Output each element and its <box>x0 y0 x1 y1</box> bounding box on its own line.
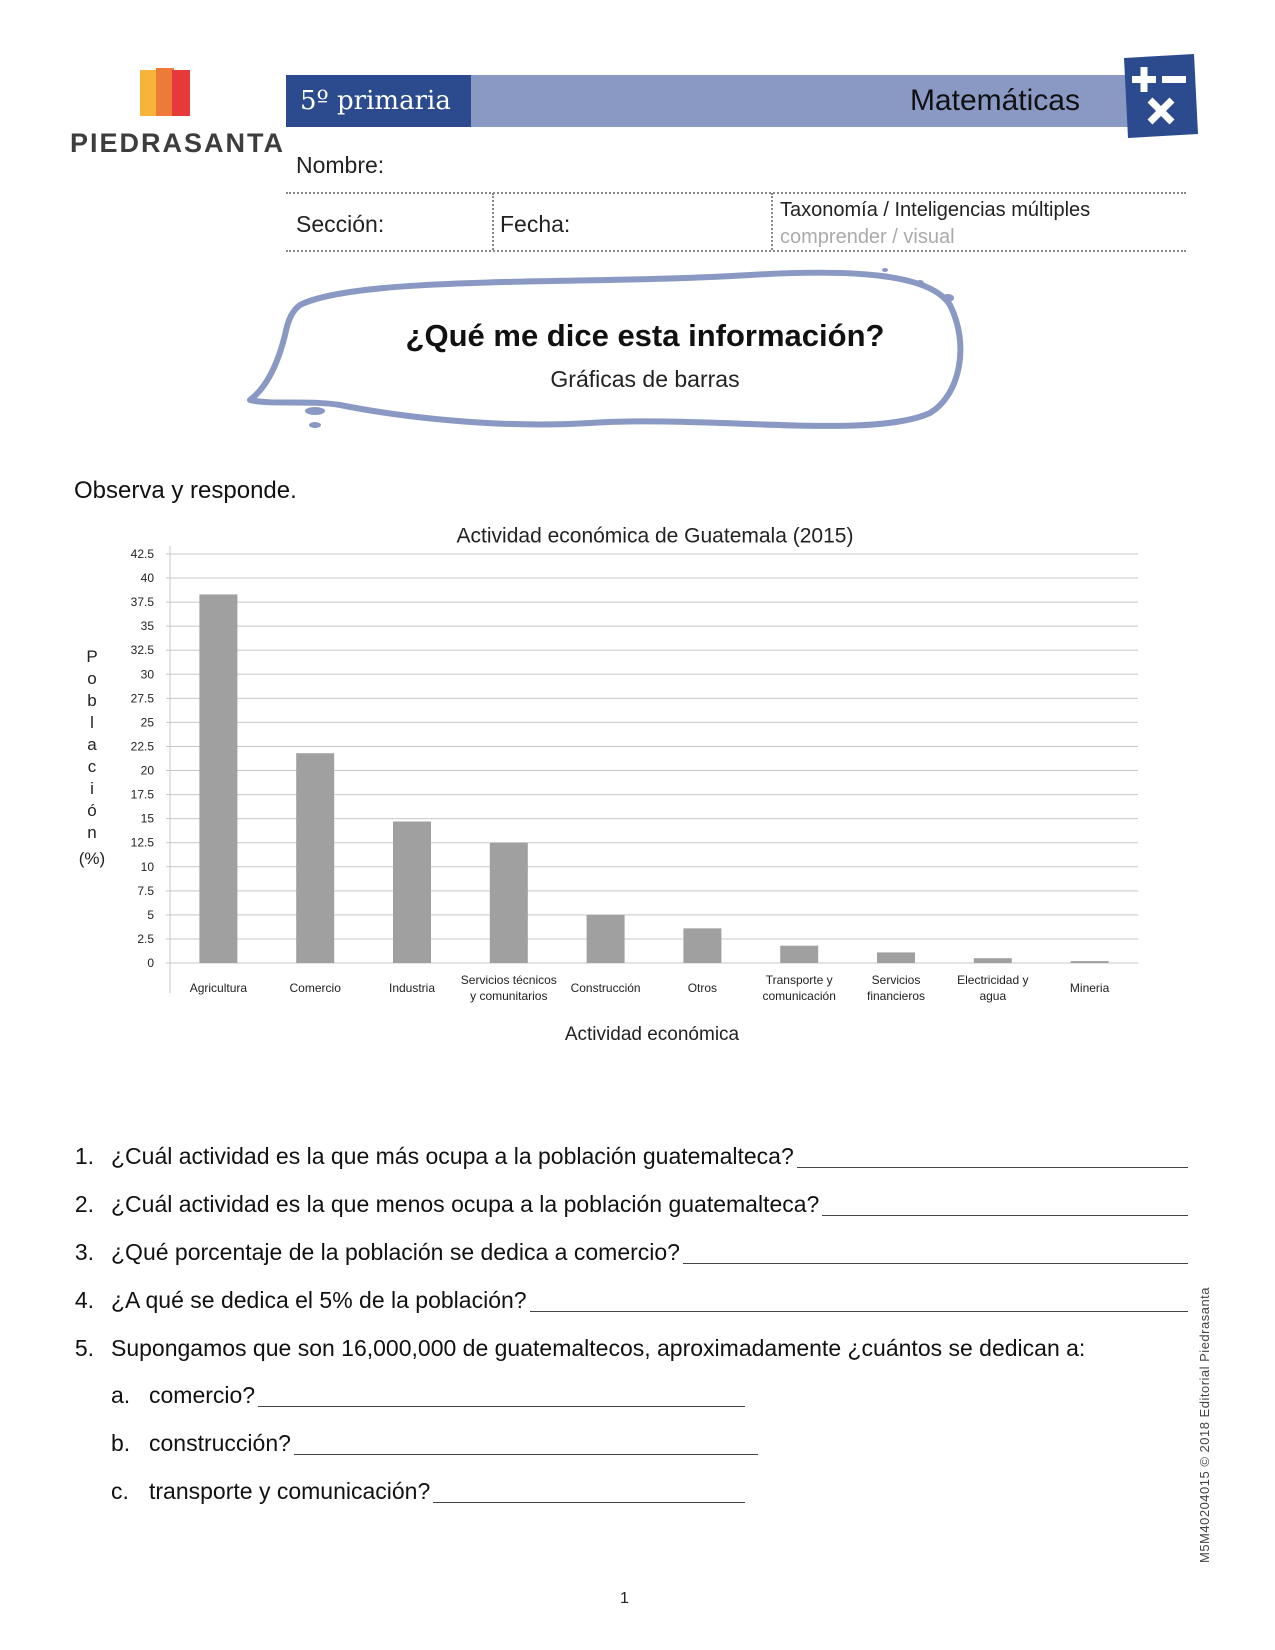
y-tick-label: 30 <box>140 667 154 682</box>
y-tick-label: 5 <box>147 907 154 922</box>
answer-line[interactable] <box>294 1454 758 1455</box>
divider <box>286 250 1186 252</box>
worksheet-title: ¿Qué me dice esta información? <box>405 318 885 353</box>
plus-minus-times-icon <box>1118 52 1200 142</box>
divider <box>286 192 1186 194</box>
y-tick-labels <box>131 547 155 970</box>
divider <box>492 193 494 250</box>
bar <box>780 946 818 963</box>
x-tick-label: Otros <box>687 981 718 995</box>
chart-bars <box>199 594 1108 963</box>
subquestion-item <box>0 1382 1275 1412</box>
y-tick-label: 0 <box>147 956 154 970</box>
subquestion-item <box>0 1478 1275 1508</box>
nombre-label: Nombre: <box>296 152 385 178</box>
question-text: ¿Qué porcentaje de la población se dedica a comercio? <box>111 1239 680 1265</box>
bar <box>490 843 528 963</box>
x-axis-label: Actividad económica <box>564 1024 740 1045</box>
bar <box>974 958 1012 963</box>
svg-text:(%): (%) <box>78 849 106 868</box>
svg-text:b: b <box>87 691 97 710</box>
svg-text:c: c <box>87 757 97 776</box>
question-text: ¿Cuál actividad es la que menos ocupa a la población guatemalteca? <box>111 1191 820 1217</box>
subquestion-letter: a. <box>111 1382 131 1408</box>
divider <box>771 193 773 250</box>
page-number: 1 <box>620 1590 629 1607</box>
bar <box>587 915 625 963</box>
y-tick-label: 27.5 <box>130 691 154 706</box>
y-tick-label: 15 <box>140 811 154 826</box>
y-tick-label: 17.5 <box>130 787 154 802</box>
fecha-label: Fecha: <box>500 211 571 237</box>
instruction-text: Observa y responde. <box>74 477 297 504</box>
bar <box>683 928 721 963</box>
answer-line[interactable] <box>258 1406 745 1407</box>
answer-line[interactable] <box>822 1215 1188 1216</box>
worksheet-subtitle: Gráficas de barras <box>550 366 740 392</box>
bar <box>393 822 431 963</box>
y-tick-label: 10 <box>140 859 154 874</box>
svg-text:i: i <box>90 779 94 798</box>
x-tick-label: Electricidad y agua <box>957 973 1029 1003</box>
x-tick-label: Servicios financieros <box>866 973 926 1003</box>
question-number: 2. <box>74 1191 94 1217</box>
subquestion-text: construcción? <box>149 1430 291 1456</box>
speech-bubble <box>230 265 1010 455</box>
y-tick-label: 40 <box>140 571 154 586</box>
y-tick-label: 12.5 <box>130 835 154 850</box>
answer-line[interactable] <box>683 1263 1188 1264</box>
y-axis-label <box>79 647 105 868</box>
y-tick-label: 42.5 <box>130 547 154 561</box>
question-item <box>0 1239 1275 1269</box>
x-tick-label: Industria <box>388 981 436 995</box>
x-tick-label: Servicios técnicos y comunitarios <box>460 973 557 1003</box>
x-tick-label: Agricultura <box>189 981 248 995</box>
bar <box>199 594 237 963</box>
subquestion-text: transporte y comunicación? <box>149 1478 431 1504</box>
taxonomy-label: Taxonomía / Inteligencias múltiples <box>780 199 1091 221</box>
x-tick-label: Comercio <box>289 981 341 995</box>
bar <box>1071 961 1109 963</box>
answer-line[interactable] <box>530 1311 1188 1312</box>
svg-text:l: l <box>90 713 94 732</box>
subquestion-letter: c. <box>111 1478 129 1504</box>
bar-chart <box>70 522 1210 1102</box>
subquestion-text: comercio? <box>149 1382 256 1408</box>
chart-title: Actividad económica de Guatemala (2015) <box>456 524 854 548</box>
subquestion-letter: b. <box>111 1430 131 1456</box>
x-tick-label: Transporte y comunicación <box>762 973 836 1003</box>
question-item <box>0 1335 1275 1365</box>
question-item <box>0 1143 1275 1173</box>
svg-text:o: o <box>87 669 97 688</box>
x-tick-label: Construcción <box>570 981 641 995</box>
question-number: 1. <box>74 1143 94 1169</box>
question-number: 5. <box>74 1335 94 1361</box>
copyright-note: M5M40204015 © 2018 Editorial Piedrasanta <box>1197 1286 1212 1563</box>
x-tick-label: Mineria <box>1069 981 1110 995</box>
question-text: Supongamos que son 16,000,000 de guatemaltecos, aproximadamente ¿cuántos se dedican a: <box>111 1335 1086 1361</box>
bar <box>877 952 915 963</box>
publisher-name: PIEDRASANTA <box>70 128 286 158</box>
y-tick-label: 7.5 <box>137 883 154 898</box>
question-number: 4. <box>74 1287 94 1313</box>
y-tick-label: 2.5 <box>137 931 154 946</box>
subject-title: Matemáticas <box>909 84 1080 117</box>
answer-line[interactable] <box>433 1502 745 1503</box>
svg-text:P: P <box>86 647 98 666</box>
y-tick-label: 32.5 <box>130 643 154 658</box>
y-tick-label: 35 <box>140 619 154 634</box>
y-tick-label: 25 <box>140 715 154 730</box>
answer-line[interactable] <box>797 1167 1188 1168</box>
question-text: ¿A qué se dedica el 5% de la población? <box>111 1287 527 1313</box>
grade-label: 5º primaria <box>286 75 471 127</box>
svg-text:ó: ó <box>87 801 97 820</box>
question-text: ¿Cuál actividad es la que más ocupa a la población guatemalteca? <box>111 1143 794 1169</box>
y-tick-label: 37.5 <box>130 595 154 610</box>
y-tick-label: 22.5 <box>130 739 154 754</box>
seccion-label: Sección: <box>296 211 385 237</box>
question-item <box>0 1191 1275 1221</box>
y-tick-label: 20 <box>140 763 154 778</box>
question-number: 3. <box>74 1239 94 1265</box>
subquestion-item <box>0 1430 1275 1460</box>
question-item <box>0 1287 1275 1317</box>
bar <box>296 753 334 963</box>
x-tick-labels <box>190 973 1110 1003</box>
svg-text:a: a <box>87 735 97 754</box>
svg-text:n: n <box>87 823 97 842</box>
taxonomy-sub: comprender / visual <box>780 226 955 248</box>
